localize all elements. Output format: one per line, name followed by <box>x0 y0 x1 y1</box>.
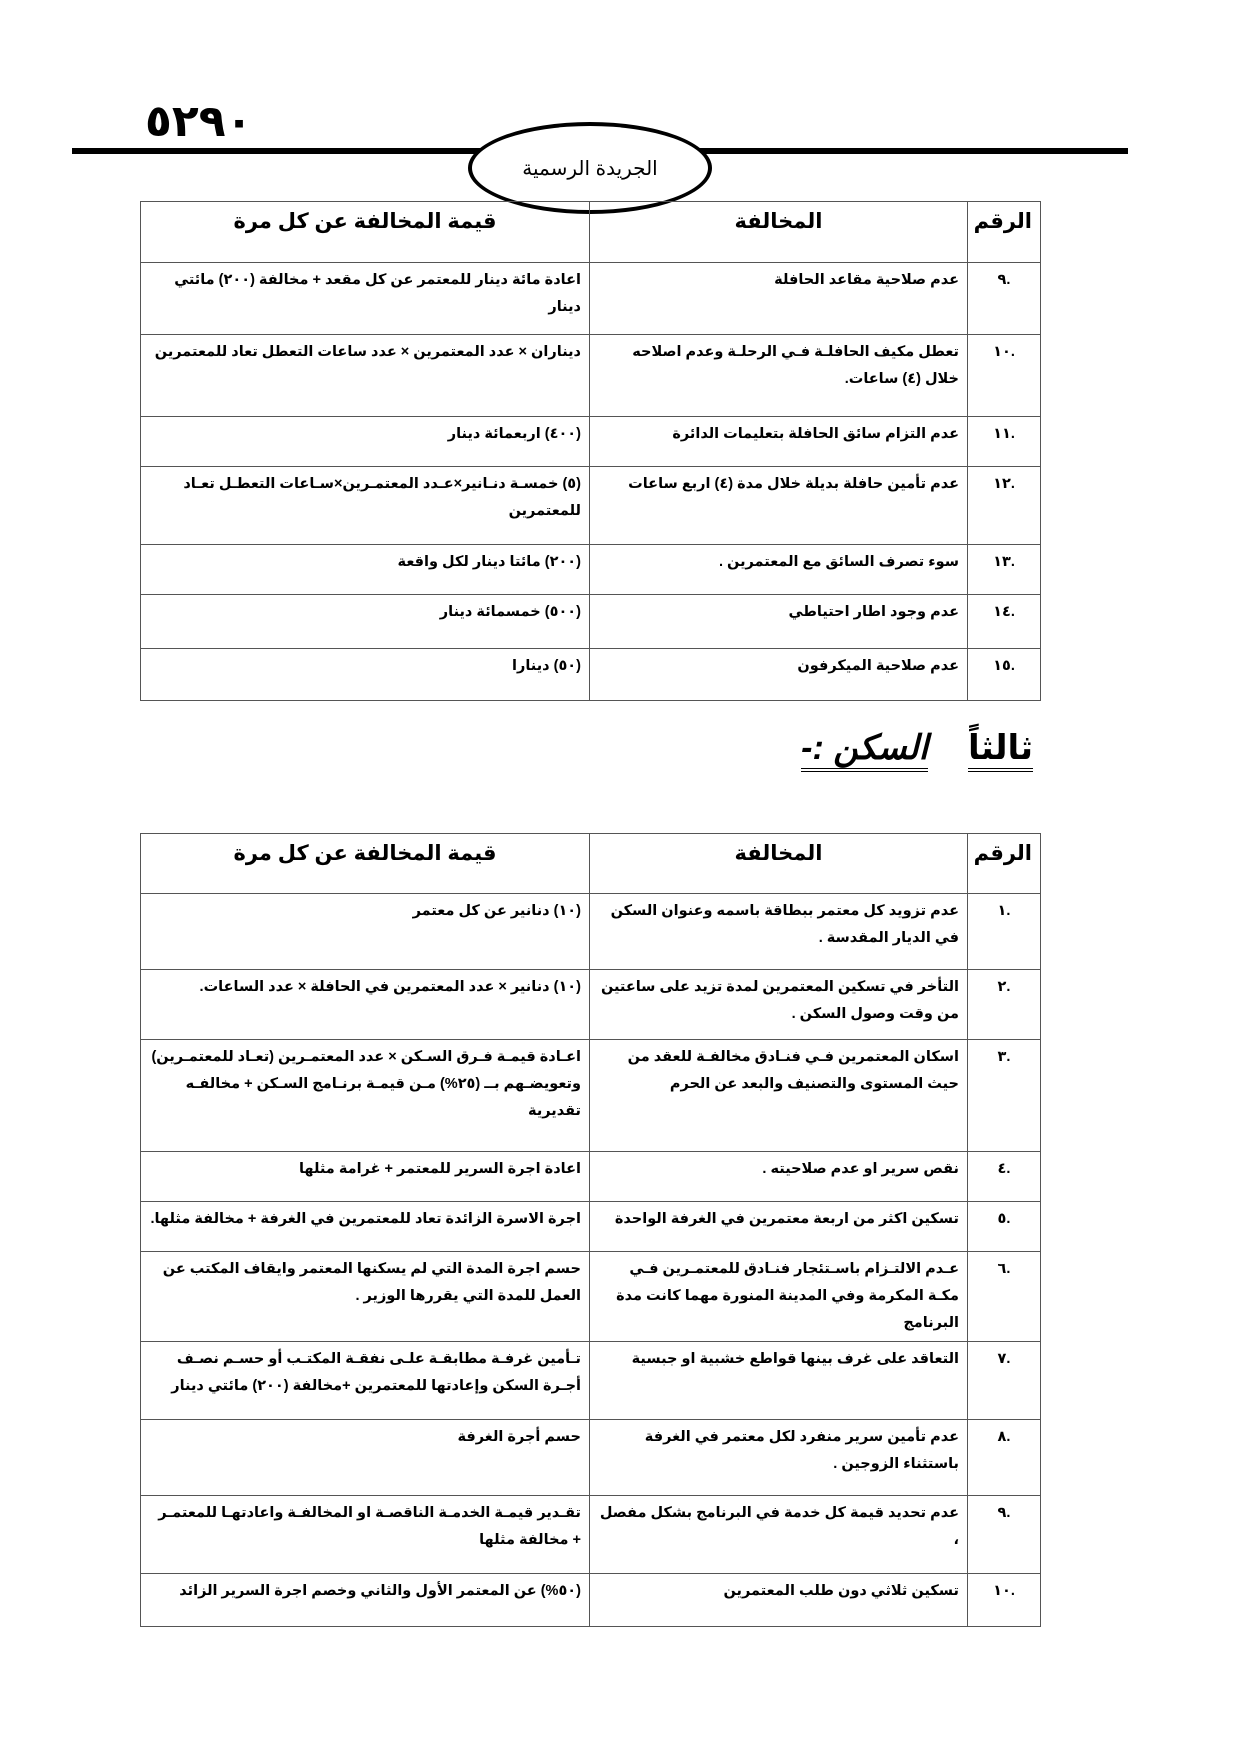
section-title: السكن :- <box>801 728 928 772</box>
row-number: .١٥ <box>968 649 1041 701</box>
row-penalty: (٥٠%) عن المعتمر الأول والثاني وخصم اجرة السرير الزائد <box>141 1574 590 1627</box>
table-row <box>141 1420 1041 1496</box>
row-penalty: (٢٠٠) مائتا دينار لكل واقعة <box>141 545 590 595</box>
table-row <box>141 1152 1041 1202</box>
row-number: .٧ <box>968 1342 1041 1420</box>
table-row <box>141 1252 1041 1342</box>
header-violation: المخالفة <box>590 202 968 263</box>
table-row <box>141 649 1041 701</box>
row-penalty: تـأمين غرفـة مطابقـة علـى نفقـة المكتـب أو حسـم نصـف أجـرة السكن وإعادتها للمعتمرين +مخالفة (٢٠٠) مائتي دينار <box>141 1342 590 1420</box>
table-row <box>141 970 1041 1040</box>
row-number: .١٠ <box>968 1574 1041 1627</box>
violations-table-transport <box>140 201 1041 701</box>
row-violation: عدم تزويد كل معتمر ببطاقة باسمه وعنوان السكن في الديار المقدسة . <box>590 894 968 970</box>
row-number: .٣ <box>968 1040 1041 1152</box>
row-penalty: (٤٠٠) اربعمائة دينار <box>141 417 590 467</box>
row-violation: التأخر في تسكين المعتمرين لمدة تزيد على ساعتين من وقت وصول السكن . <box>590 970 968 1040</box>
row-violation: نقص سرير او عدم صلاحيته . <box>590 1152 968 1202</box>
row-violation: عدم صلاحية الميكرفون <box>590 649 968 701</box>
header-violation: المخالفة <box>590 834 968 894</box>
row-penalty: (٥٠) دينارا <box>141 649 590 701</box>
section-ordinal: ثالثاً <box>968 728 1033 772</box>
table-row <box>141 1342 1041 1420</box>
publication-title: الجريدة الرسمية <box>522 157 658 180</box>
table-row <box>141 1040 1041 1152</box>
section-heading <box>801 728 1033 772</box>
table-row <box>141 1574 1041 1627</box>
row-number: .١٢ <box>968 467 1041 545</box>
row-penalty: اعادة مائة دينار للمعتمر عن كل مقعد + مخالفة (٢٠٠) مائتي دينار <box>141 263 590 335</box>
row-violation: عدم تأمين سرير منفرد لكل معتمر في الغرفة باستثناء الزوجين . <box>590 1420 968 1496</box>
table-row <box>141 1202 1041 1252</box>
row-number: .٢ <box>968 970 1041 1040</box>
row-penalty: (١٠) دنانير عن كل معتمر <box>141 894 590 970</box>
violations-table-housing <box>140 833 1041 1627</box>
row-violation: عدم تحديد قيمة كل خدمة في البرنامج بشكل مفصل ، <box>590 1496 968 1574</box>
row-number: .٩ <box>968 263 1041 335</box>
row-penalty: (٥٠٠) خمسمائة دينار <box>141 595 590 649</box>
row-violation: التعاقد على غرف بينها قواطع خشبية او جبسية <box>590 1342 968 1420</box>
table-row <box>141 467 1041 545</box>
row-number: .١٠ <box>968 335 1041 417</box>
row-penalty: حسم اجرة المدة التي لم يسكنها المعتمر وايقاف المكتب عن العمل للمدة التي يقررها الوزير . <box>141 1252 590 1342</box>
row-violation: سوء تصرف السائق مع المعتمرين . <box>590 545 968 595</box>
row-number: .١١ <box>968 417 1041 467</box>
row-penalty: حسم أجرة الغرفة <box>141 1420 590 1496</box>
header-number: الرقم <box>968 834 1041 894</box>
page-number: ٥٢٩٠ <box>145 97 253 146</box>
row-violation: عدم تأمين حافلة بديلة خلال مدة (٤) اربع ساعات <box>590 467 968 545</box>
table-header-row <box>141 202 1041 263</box>
row-penalty: ديناران × عدد المعتمرين × عدد ساعات التعطل تعاد للمعتمرين <box>141 335 590 417</box>
table-row <box>141 1496 1041 1574</box>
header-number: الرقم <box>968 202 1041 263</box>
header-penalty: قيمة المخالفة عن كل مرة <box>141 202 590 263</box>
table-row <box>141 894 1041 970</box>
table-row <box>141 595 1041 649</box>
table-row <box>141 335 1041 417</box>
row-number: .١٣ <box>968 545 1041 595</box>
row-violation: عدم صلاحية مقاعد الحافلة <box>590 263 968 335</box>
row-violation: عدم وجود اطار احتياطي <box>590 595 968 649</box>
row-penalty: اجرة الاسرة الزائدة تعاد للمعتمرين في الغرفة + مخالفة مثلها. <box>141 1202 590 1252</box>
row-penalty: (٥) خمسـة دنـانير×عـدد المعتمـرين×سـاعات التعطـل تعـاد للمعتمرين <box>141 467 590 545</box>
row-number: .٤ <box>968 1152 1041 1202</box>
row-penalty: تقـدير قيمـة الخدمـة الناقصـة او المخالفـة واعادتهـا للمعتمـر + مخالفة مثلها <box>141 1496 590 1574</box>
row-violation: تعطل مكيف الحافلـة فـي الرحلـة وعدم اصلاحه خلال (٤) ساعات. <box>590 335 968 417</box>
row-number: .٨ <box>968 1420 1041 1496</box>
row-violation: اسكان المعتمرين فـي فنـادق مخالفـة للعقد من حيث المستوى والتصنيف والبعد عن الحرم <box>590 1040 968 1152</box>
header-penalty: قيمة المخالفة عن كل مرة <box>141 834 590 894</box>
table-header-row <box>141 834 1041 894</box>
row-violation: تسكين ثلاثي دون طلب المعتمرين <box>590 1574 968 1627</box>
row-penalty: اعـادة قيمـة فـرق السـكن × عدد المعتمـرين (تعـاد للمعتمـرين) وتعويضـهم بــ (٢٥%) مـن قيمـة برنـامج السـكن + مخالفـه تقديرية <box>141 1040 590 1152</box>
row-penalty: اعادة اجرة السرير للمعتمر + غرامة مثلها <box>141 1152 590 1202</box>
table-row <box>141 417 1041 467</box>
row-number: .١٤ <box>968 595 1041 649</box>
row-violation: عـدم الالتـزام باسـتئجار فنـادق للمعتمـرين فـي مكـة المكرمة وفي المدينة المنورة مهما كانت مدة البرنامج <box>590 1252 968 1342</box>
row-penalty: (١٠) دنانير × عدد المعتمرين في الحافلة × عدد الساعات. <box>141 970 590 1040</box>
row-number: .٥ <box>968 1202 1041 1252</box>
row-number: .٩ <box>968 1496 1041 1574</box>
row-number: .١ <box>968 894 1041 970</box>
table-row <box>141 545 1041 595</box>
table-row <box>141 263 1041 335</box>
row-violation: عدم التزام سائق الحافلة بتعليمات الدائرة <box>590 417 968 467</box>
row-violation: تسكين اكثر من اربعة معتمرين في الغرفة الواحدة <box>590 1202 968 1252</box>
row-number: .٦ <box>968 1252 1041 1342</box>
